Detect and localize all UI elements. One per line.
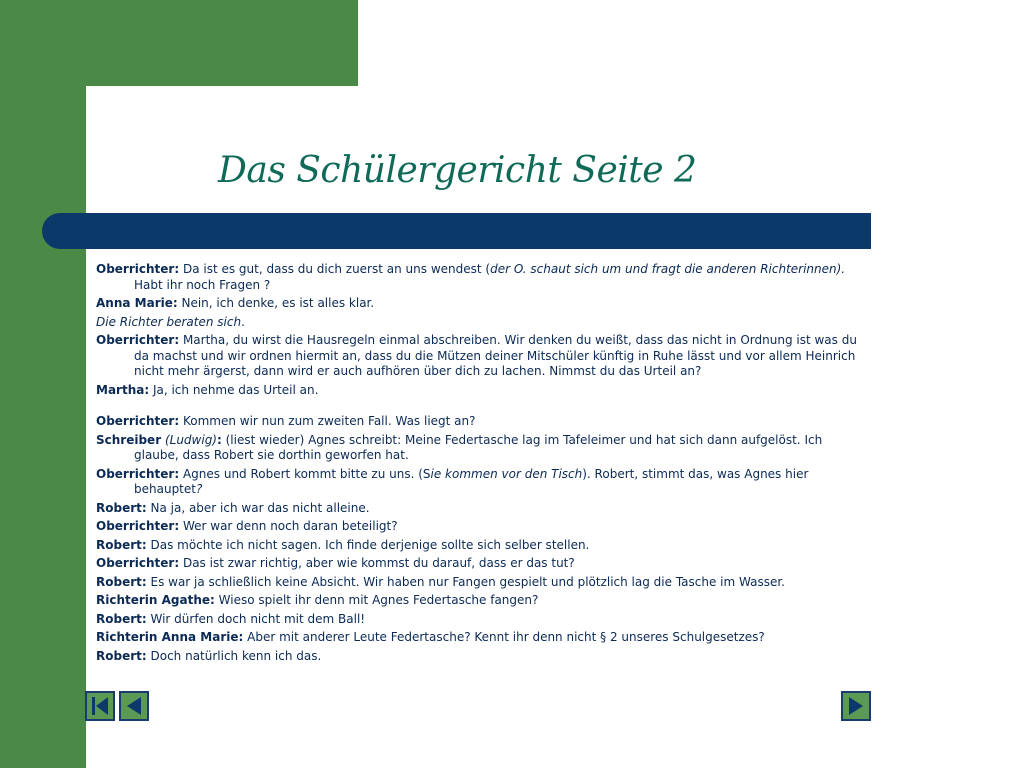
first-slide-button[interactable]	[85, 691, 115, 721]
speaker-label: Anna Marie:	[96, 296, 178, 310]
line-text: (liest wieder) Agnes schreibt: Meine Federtasche lag im Tafeleimer und hat sich dann aufgelöst. Ich glaube, dass Robert sie dorthin geworfen hat.	[134, 432, 823, 462]
speaker-label: Martha:	[96, 382, 150, 397]
dialogue-line	[96, 649, 862, 665]
dialogue-line	[96, 575, 862, 591]
stage-direction	[96, 315, 862, 331]
dialogue-line	[96, 433, 862, 464]
dialogue-line	[96, 630, 862, 646]
line-text: Ja, ich nehme das Urteil an.	[149, 382, 319, 397]
line-text: Kommen wir nun zum zweiten Fall. Was liegt an?	[179, 414, 476, 428]
previous-slide-button[interactable]	[119, 691, 149, 721]
italic-text: ?	[195, 482, 203, 496]
line-text: Das ist zwar richtig, aber wie kommst du darauf, dass er das tut?	[179, 556, 575, 570]
speaker-label: Oberrichter:	[96, 466, 180, 481]
speaker-label: Oberrichter:	[96, 333, 180, 347]
dialogue-text	[96, 262, 862, 667]
skip-to-first-icon	[87, 693, 113, 719]
dialogue-line	[96, 296, 862, 312]
dialogue-line	[96, 501, 862, 517]
dialogue-line	[96, 556, 862, 572]
speaker-label: Oberrichter:	[96, 556, 180, 570]
italic-text: ie kommen vor den Tisch	[430, 466, 583, 481]
line-text: Wir dürfen doch nicht mit dem Ball!	[146, 611, 366, 626]
line-text: .	[241, 314, 245, 329]
dialogue-line	[96, 262, 862, 293]
line-text: Das möchte ich nicht sagen. Ich finde derjenige sollte sich selber stellen.	[146, 537, 590, 552]
green-top-band	[0, 0, 358, 86]
dialogue-line	[96, 414, 862, 430]
line-text: ). Robert, stimmt das, was Agnes hier behauptet	[134, 466, 809, 496]
speaker-label: Robert:	[96, 611, 147, 626]
line-text: Wieso spielt ihr denn mit Agnes Federtasche fangen?	[214, 593, 539, 607]
line-text: Martha, du wirst die Hausregeln einmal abschreiben. Wir denken du weißt, dass das nicht in Ordnung ist was du da machst und wir ordnen hiermit an, dass du die Mützen deiner Mitschüler künftig in Ruhe lässt und vor allem Heinrich nicht mehr ärgerst, dann wird er auch aufhören über dich zu lachen. Nimmst du das Urteil an?	[134, 333, 857, 378]
line-text: Doch natürlich kenn ich das.	[146, 648, 322, 663]
green-sidebar	[0, 0, 86, 768]
dialogue-line	[96, 593, 862, 609]
speaker-label: Oberrichter:	[96, 414, 180, 428]
dialogue-line	[96, 383, 862, 399]
speaker-label: Oberrichter:	[96, 262, 180, 276]
dialogue-line	[96, 538, 862, 554]
italic-text: Die Richter beraten sich	[96, 314, 242, 329]
line-text: Aber mit anderer Leute Federtasche? Kennt ihr denn nicht § 2 unseres Schulgesetzes?	[243, 630, 765, 644]
line-text: Habt ihr noch Fragen ?	[134, 277, 271, 292]
line-text: Nein, ich denke, es ist alles klar.	[177, 296, 375, 310]
line-text: Da ist es gut, dass du dich zuerst an uns wendest (	[179, 262, 491, 276]
line-text: Wer war denn noch daran beteiligt?	[179, 519, 398, 533]
line-text: Es war ja schließlich keine Absicht. Wir haben nur Fangen gespielt und plötzlich lag die Tasche im Wasser.	[146, 574, 785, 589]
triangle-left-icon	[121, 693, 147, 719]
line-text: Na ja, aber ich war das nicht alleine.	[146, 500, 370, 515]
title-underline-bar	[42, 213, 871, 249]
dialogue-line	[96, 519, 862, 535]
italic-text: der O. schaut sich um und fragt die anderen Richterinnen).	[490, 262, 846, 276]
line-text: Agnes und Robert kommt bitte zu uns. (S	[179, 466, 431, 481]
dialogue-line	[96, 333, 862, 380]
triangle-right-icon	[843, 693, 869, 719]
speaker-label: Robert:	[96, 500, 147, 515]
speaker-label: Oberrichter:	[96, 519, 180, 533]
dialogue-line	[96, 467, 862, 498]
speaker-label: Robert:	[96, 537, 147, 552]
speaker-label: Richterin Agathe:	[96, 593, 215, 607]
next-slide-button[interactable]	[841, 691, 871, 721]
speaker-label: Schreiber	[96, 432, 162, 447]
italic-text: (Ludwig)	[164, 432, 217, 447]
speaker-label: Richterin Anna Marie:	[96, 630, 244, 644]
line-text: :	[217, 432, 222, 447]
speaker-label: Robert:	[96, 574, 147, 589]
speaker-label: Robert:	[96, 648, 147, 663]
slide-title: Das Schülergericht Seite 2	[218, 150, 697, 191]
dialogue-line	[96, 612, 862, 628]
